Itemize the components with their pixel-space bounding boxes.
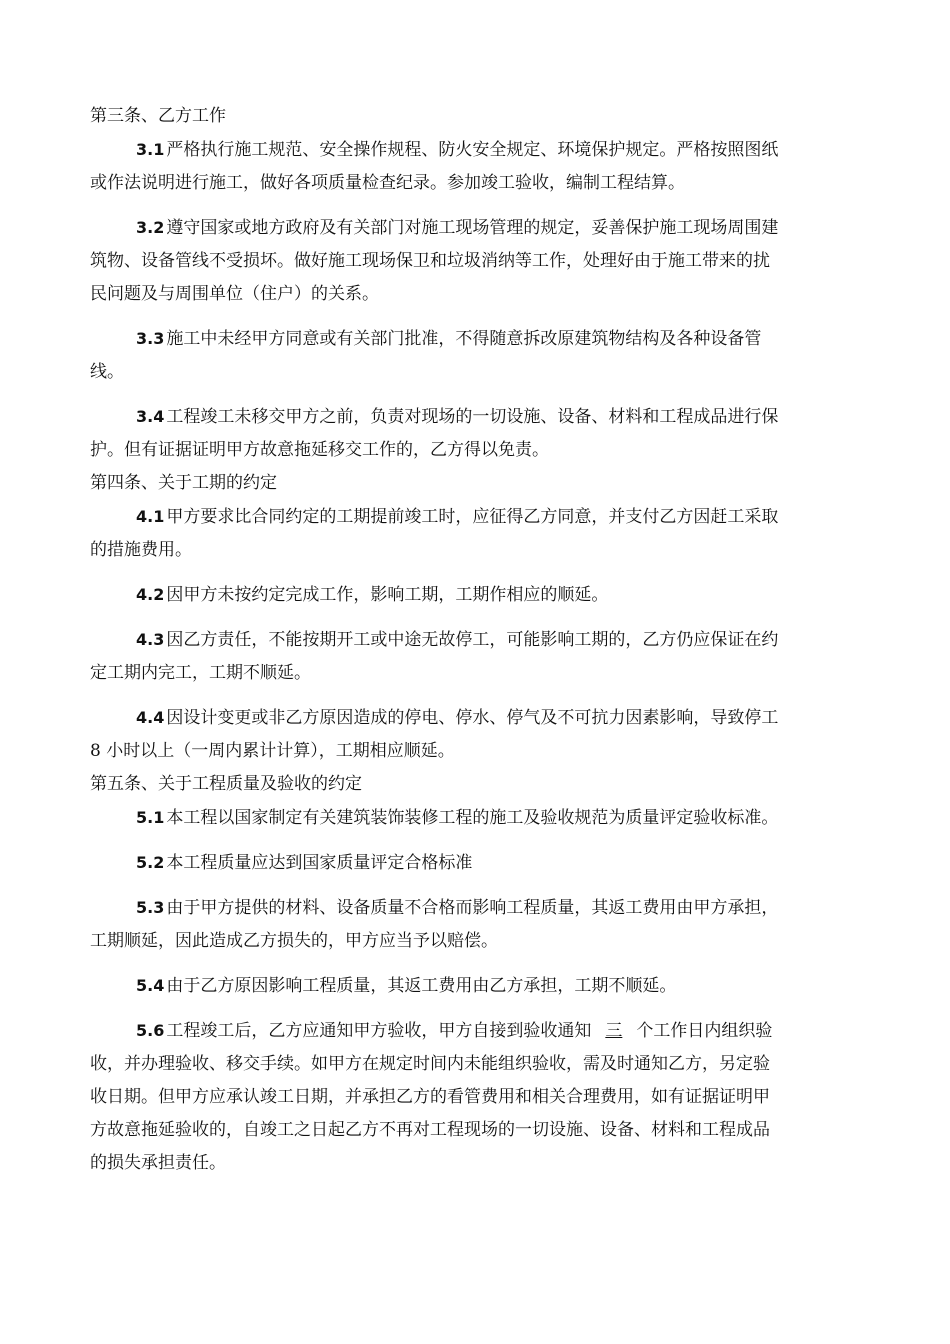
- clause-text: 由于甲方提供的材料、设备质量不合格而影响工程质量，其返工费用由甲方承担，: [166, 898, 779, 918]
- clause-number: 3.4: [136, 407, 165, 426]
- clause-number: 5.4: [136, 976, 165, 995]
- clause-line: [90, 500, 864, 534]
- clause-line: 工期顺延，因此造成乙方损失的，甲方应当予以赔偿。: [90, 931, 498, 951]
- clause-3-3: [90, 322, 864, 389]
- underlined-blank: 三: [605, 1021, 623, 1041]
- clause-text: 因甲方未按约定完成工作，影响工期，工期作相应的顺延。: [166, 585, 609, 605]
- clause-4-2: [90, 578, 864, 612]
- clause-line: 的损失承担责任。: [90, 1153, 226, 1173]
- clause-4-4: [90, 701, 864, 768]
- clause-line: [90, 701, 864, 735]
- clause-number: 3.1: [136, 140, 165, 159]
- clause-line: [90, 969, 864, 1003]
- clause-text: 工程竣工后，乙方应通知甲方验收，甲方自接到验收通知: [166, 1021, 592, 1041]
- clause-line: 方故意拖延验收的，自竣工之日起乙方不再对工程现场的一切设施、设备、材料和工程成品: [90, 1120, 770, 1140]
- clause-text: 本工程以国家制定有关建筑装饰装修工程的施工及验收规范为质量评定验收标准。: [166, 808, 779, 828]
- clause-line: 的措施费用。: [90, 540, 192, 560]
- clause-line: 收，并办理验收、移交手续。如甲方在规定时间内未能组织验收，需及时通知乙方，另定验: [90, 1054, 770, 1074]
- clause-text: 工程竣工未移交甲方之前，负责对现场的一切设施、设备、材料和工程成品进行保: [166, 407, 779, 427]
- clause-number: 5.3: [136, 898, 165, 917]
- clause-line: 筑物、设备管线不受损坏。做好施工现场保卫和垃圾消纳等工作，处理好由于施工带来的扰: [90, 251, 770, 271]
- clause-5-4: [90, 969, 864, 1003]
- clause-line: [90, 891, 864, 925]
- clause-line: [90, 846, 864, 880]
- clause-line: [90, 1014, 864, 1048]
- clause-number: 4.4: [136, 708, 165, 727]
- clause-line: [90, 211, 864, 245]
- clause-4-1: [90, 500, 864, 567]
- clause-line: 收日期。但甲方应承认竣工日期，并承担乙方的看管费用和相关合理费用，如有证据证明甲: [90, 1087, 770, 1107]
- clause-text: 甲方要求比合同约定的工期提前竣工时，应征得乙方同意，并支付乙方因赶工采取: [166, 507, 779, 527]
- clause-line: [90, 578, 864, 612]
- clause-number: 5.2: [136, 853, 165, 872]
- clause-line: 定工期内完工，工期不顺延。: [90, 663, 311, 683]
- clause-line: [90, 801, 864, 835]
- clause-line: [90, 133, 864, 167]
- clause-line: 线。: [90, 362, 124, 382]
- clause-number: 4.3: [136, 630, 165, 649]
- clause-line: [90, 322, 864, 356]
- clause-line: 民问题及与周围单位（住户）的关系。: [90, 284, 379, 304]
- clause-text: 遵守国家或地方政府及有关部门对施工现场管理的规定，妥善保护施工现场周围建: [166, 218, 779, 238]
- clause-line: [90, 623, 864, 657]
- clause-number: 5.1: [136, 808, 165, 827]
- section-heading: 第四条、关于工期的约定: [90, 473, 277, 493]
- clause-4-3: [90, 623, 864, 690]
- clause-text: 因乙方责任，不能按期开工或中途无故停工，可能影响工期的，乙方仍应保证在约: [166, 630, 779, 650]
- clause-number: 3.2: [136, 218, 165, 237]
- clause-line: [90, 400, 864, 434]
- clause-line: 护。但有证据证明甲方故意拖延移交工作的，乙方得以免责。: [90, 440, 549, 460]
- document-body: [90, 100, 864, 1003]
- clause-text: 严格执行施工规范、安全操作规程、防火安全规定、环境保护规定。严格按照图纸: [166, 140, 779, 160]
- clause-number: 5.6: [136, 1021, 165, 1040]
- clause-5-6: [90, 1014, 864, 1180]
- clause-3-1: [90, 133, 864, 200]
- clause-text: 因设计变更或非乙方原因造成的停电、停水、停气及不可抗力因素影响，导致停工: [166, 708, 779, 728]
- clause-text: 施工中未经甲方同意或有关部门批准，不得随意拆改原建筑物结构及各种设备管: [166, 329, 762, 349]
- clause-text: 由于乙方原因影响工程质量，其返工费用由乙方承担，工期不顺延。: [166, 976, 677, 996]
- section-heading: 第五条、关于工程质量及验收的约定: [90, 774, 362, 794]
- clause-3-4: [90, 400, 864, 467]
- clause-number: 3.3: [136, 329, 165, 348]
- clause-number: 4.2: [136, 585, 165, 604]
- clause-5-3: [90, 891, 864, 958]
- clause-line: 或作法说明进行施工，做好各项质量检查纪录。参加竣工验收，编制工程结算。: [90, 173, 685, 193]
- clause-text: 本工程质量应达到国家质量评定合格标准: [166, 853, 473, 873]
- clause-3-2: [90, 211, 864, 311]
- section-heading: 第三条、乙方工作: [90, 106, 226, 126]
- clause-text: 个工作日内组织验: [636, 1021, 773, 1041]
- clause-5-2: [90, 846, 864, 880]
- clause-number: 4.1: [136, 507, 165, 526]
- clause-5-1: [90, 801, 864, 835]
- clause-line: 8 小时以上（一周内累计计算），工期相应顺延。: [90, 741, 455, 761]
